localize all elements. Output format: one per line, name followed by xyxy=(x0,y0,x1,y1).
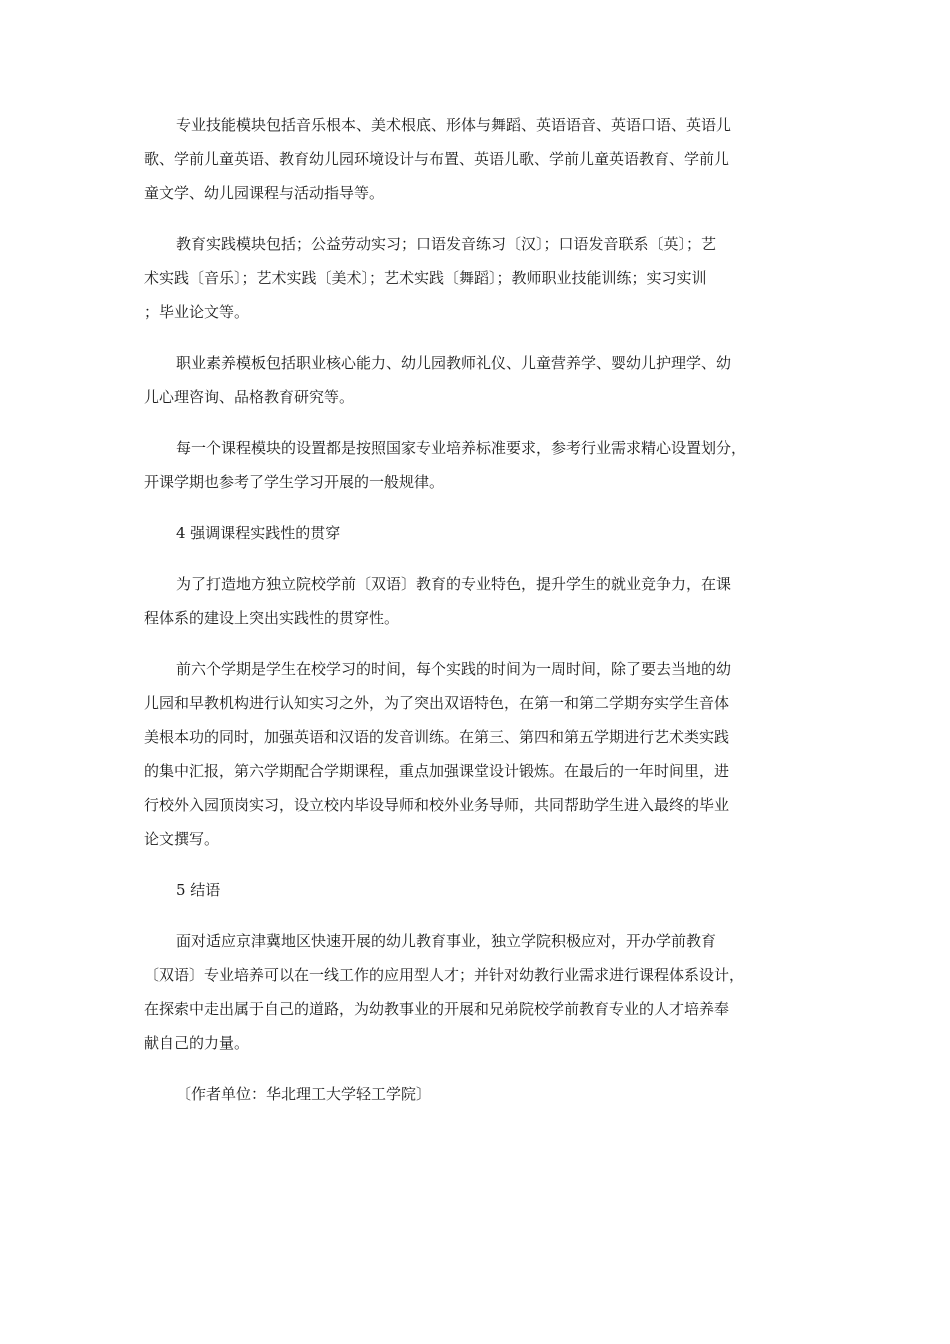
text-line: 美根本功的同时，加强英语和汉语的发音训练。在第三、第四和第五学期进行艺术类实践 xyxy=(144,728,730,746)
text-line: 为了打造地方独立院校学前〔双语〕教育的专业特色，提升学生的就业竞争力，在课 xyxy=(176,575,732,593)
text-line: 开课学期也参考了学生学习开展的一般规律。 xyxy=(144,473,445,491)
text-line: 专业技能模块包括音乐根本、美术根底、形体与舞蹈、英语语音、英语口语、英语儿 xyxy=(176,116,732,134)
text-line: 论文撰写。 xyxy=(144,830,220,848)
text-line: 职业素养模板包括职业核心能力、幼儿园教师礼仪、儿童营养学、婴幼儿护理学、幼 xyxy=(176,354,732,372)
paragraph-skills-module xyxy=(144,108,808,210)
text-line: 前六个学期是学生在校学习的时间，每个实践的时间为一周时间，除了要去当地的幼 xyxy=(176,660,732,678)
text-line: 每一个课程模块的设置都是按照国家专业培养标准要求，参考行业需求精心设置划分， xyxy=(176,439,747,457)
text-line: 〔双语〕专业培养可以在一线工作的应用型人才；并针对幼教行业需求进行课程体系设计， xyxy=(144,966,745,984)
text-line: 术实践〔音乐〕；艺术实践〔美术〕；艺术实践〔舞蹈〕；教师职业技能训练；实习实训 xyxy=(144,269,707,287)
section-heading-5: 5 结语 xyxy=(176,881,221,899)
text-line: 童文学、幼儿园课程与活动指导等。 xyxy=(144,184,385,202)
text-line: 面对适应京津冀地区快速开展的幼儿教育事业，独立学院积极应对，开办学前教育 xyxy=(176,932,717,950)
text-line: 儿心理咨询、品格教育研究等。 xyxy=(144,388,355,406)
text-line: 歌、学前儿童英语、教育幼儿园环境设计与布置、英语儿歌、学前儿童英语教育、学前儿 xyxy=(144,150,730,168)
section-heading-4: 4 强调课程实践性的贯穿 xyxy=(176,524,341,542)
paragraph-conclusion xyxy=(144,924,808,1060)
text-line: 程体系的建设上突出实践性的贯穿性。 xyxy=(144,609,400,627)
text-line: 献自己的力量。 xyxy=(144,1034,250,1052)
paragraph-practice-module xyxy=(144,227,808,329)
paragraph-literacy-module xyxy=(144,346,808,414)
paragraph-semesters xyxy=(144,652,808,856)
text-line: 在探索中走出属于自己的道路，为幼教事业的开展和兄弟院校学前教育专业的人才培养奉 xyxy=(144,1000,730,1018)
text-line: 行校外入园顶岗实习，设立校内毕设导师和校外业务导师，共同帮助学生进入最终的毕业 xyxy=(144,796,730,814)
text-line: 的集中汇报，第六学期配合学期课程，重点加强课堂设计锻炼。在最后的一年时间里，进 xyxy=(144,762,730,780)
text-line: ；毕业论文等。 xyxy=(144,303,250,321)
text-line: 儿园和早教机构进行认知实习之外，为了突出双语特色，在第一和第二学期夯实学生音体 xyxy=(144,694,730,712)
document-body xyxy=(144,108,808,1128)
text-line: 教育实践模块包括；公益劳动实习；口语发音练习〔汉〕；口语发音联系〔英〕；艺 xyxy=(176,235,717,253)
paragraph-module-setting xyxy=(144,431,808,499)
paragraph-practice-emphasis xyxy=(144,567,808,635)
author-unit: 〔作者单位：华北理工大学轻工学院〕 xyxy=(176,1085,432,1103)
